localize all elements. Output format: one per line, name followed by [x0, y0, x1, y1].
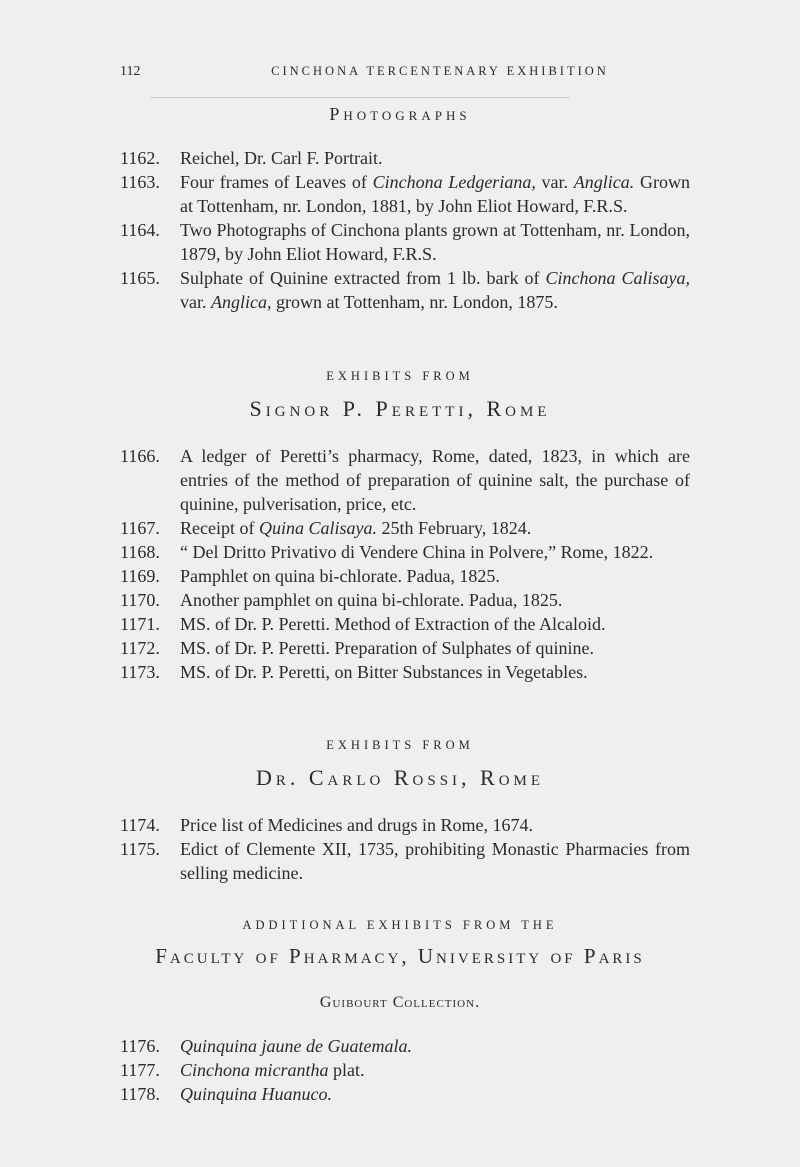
catalogue-entry [120, 636, 690, 660]
catalogue-entry [120, 837, 690, 885]
catalogue-entry [120, 612, 690, 636]
section-lead-peretti: EXHIBITS FROM [326, 369, 474, 383]
entry-italic: Quinquina jaune de Guatemala. [180, 1036, 412, 1056]
entry-text: var. [180, 292, 211, 312]
entry-text: Grown at Tottenham, nr. London, 1881, by John Eliot Howard, F.R.S. [180, 172, 691, 216]
section-subheading-guibourt: Guibourt Collection. [319, 994, 481, 1011]
entry-text: MS. of Dr. P. Peretti. Preparation of Sulphates of quinine. [180, 638, 594, 658]
catalogue-entry [120, 660, 690, 684]
entry-number: 1168. [120, 542, 160, 562]
catalogue-entry [120, 540, 690, 564]
catalogue-entry [120, 1082, 690, 1106]
entry-text: A ledger of Peretti’s pharmacy, Rome, dated, 1823, in which are entries of the method of preparation of quinine salt, the purchase of quinine, pulverisation, price, etc. [180, 446, 690, 514]
entry-text: Receipt of [180, 518, 259, 538]
entry-text: 25th February, 1824. [377, 518, 532, 538]
entry-text: Reichel, Dr. Carl F. Portrait. [180, 148, 383, 168]
entry-number: 1170. [120, 590, 160, 610]
entry-text: Sulphate of Quinine extracted from 1 lb. bark of [180, 268, 546, 288]
entry-number: 1163. [120, 172, 160, 192]
entry-italic: Anglica, [211, 292, 272, 312]
entry-text: “ Del Dritto Privativo di Vendere China in Polvere,” Rome, 1822. [180, 542, 654, 562]
entry-italic: Cinchona Calisaya, [545, 268, 690, 288]
entry-italic: Cinchona Ledgeriana, [372, 172, 536, 192]
catalogue-entry [120, 516, 690, 540]
entry-number: 1171. [120, 614, 160, 634]
entry-italic: Cinchona micrantha [180, 1060, 329, 1080]
entry-italic: Quina Calisaya. [258, 518, 377, 538]
entry-text: Two Photographs of Cinchona plants grown at Tottenham, nr. London, 1879, by John Eliot Howard, F.R.S. [180, 220, 690, 264]
entry-number: 1177. [120, 1060, 160, 1080]
entry-number: 1174. [120, 815, 160, 835]
entry-text: var. [535, 172, 574, 192]
entry-number: 1173. [120, 662, 160, 682]
entry-number: 1164. [120, 220, 160, 240]
entry-number: 1178. [120, 1084, 160, 1104]
catalogue-entry [120, 813, 690, 837]
running-title: CINCHONA TERCENTENARY EXHIBITION [271, 64, 609, 78]
entry-number: 1176. [120, 1036, 160, 1056]
entry-number: 1162. [120, 148, 160, 168]
catalogue-entry [120, 564, 690, 588]
catalogue-entry [120, 588, 690, 612]
catalogue-entry [120, 1058, 690, 1082]
entry-text: grown at Tottenham, nr. London, 1875. [271, 292, 558, 312]
entry-number: 1175. [120, 839, 160, 859]
entry-text: Price list of Medicines and drugs in Rome, 1674. [180, 815, 533, 835]
section-lead-rossi: EXHIBITS FROM [326, 738, 474, 752]
entry-text: Pamphlet on quina bi-chlorate. Padua, 1825. [180, 566, 500, 586]
section-lead-paris: ADDITIONAL EXHIBITS FROM THE [242, 918, 558, 932]
entry-text: MS. of Dr. P. Peretti, on Bitter Substances in Vegetables. [180, 662, 588, 682]
entry-text: Another pamphlet on quina bi-chlorate. Padua, 1825. [180, 590, 563, 610]
entry-text: Edict of Clemente XII, 1735, prohibiting Monastic Pharmacies from selling medicine. [180, 839, 690, 883]
entry-number: 1169. [120, 566, 160, 586]
header-rule [150, 97, 570, 98]
entry-number: 1166. [120, 446, 160, 466]
catalogue-entry [120, 218, 690, 266]
catalogue-entry [120, 146, 690, 170]
catalogue-entry [120, 1034, 690, 1058]
entry-number: 1165. [120, 268, 160, 288]
entry-number: 1167. [120, 518, 160, 538]
entry-number: 1172. [120, 638, 160, 658]
section-heading-peretti: Signor P. Peretti, Rome [249, 396, 551, 421]
catalogue-entry [120, 266, 690, 314]
catalogue-entry [120, 444, 690, 516]
section-heading-paris: Faculty of Pharmacy, University of Paris [155, 944, 645, 968]
entry-text: Four frames of Leaves of [180, 172, 373, 192]
entry-italic: Quinquina Huanuco. [180, 1084, 332, 1104]
entry-italic: Anglica. [573, 172, 635, 192]
entry-text: plat. [328, 1060, 365, 1080]
catalogue-entry [120, 170, 690, 218]
entry-text: MS. of Dr. P. Peretti. Method of Extraction of the Alcaloid. [180, 614, 606, 634]
running-head [120, 64, 680, 84]
section-heading-rossi: Dr. Carlo Rossi, Rome [255, 765, 545, 790]
section-heading-photographs: Photographs [329, 104, 471, 124]
page-number: 112 [120, 64, 141, 79]
